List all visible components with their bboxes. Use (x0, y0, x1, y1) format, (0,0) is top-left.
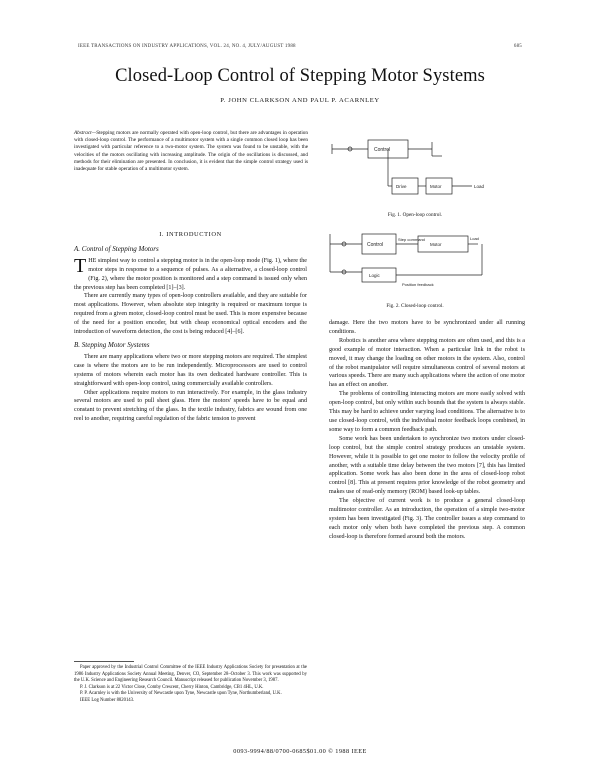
footnote-rule (74, 661, 134, 662)
right-column (329, 319, 525, 542)
footnote-approval: Paper approved by the Industrial Control Committee of the IEEE Industry Applications Society for presentation at the 1986 Industry Applications Society Annual Meeting, Denver, CO, September 28–October 3. This work was supported by the U.K. Science and Engineering Research Council. Manuscript released for publication November 3, 1987. (74, 665, 307, 684)
fig1-motor-label: Motor (430, 184, 442, 189)
fig2-load-label: Load (470, 236, 479, 241)
section-heading-introduction: I. INTRODUCTION (159, 231, 222, 238)
intro-paragraph-2: There are currently many types of open-loop controllers available, and they are suitable for most applications. However, when absolute step integrity is required or maximum torque is required from a given motor, closed-loop control must be used. This is more expensive because of the need for a position encoder, but with cheap economical optical encoders and the introduction of waveform detection, the cost is being reduced [4]–[6]. (74, 293, 307, 336)
running-header (78, 44, 522, 49)
fig2-control-label: Control (367, 242, 384, 248)
fig2-motor-label: Motor (430, 242, 442, 247)
footnote-author-2: P. P. Acarnley is with the University of Newcastle upon Tyne, Newcastle upon Tyne, Northumberland, U.K. (80, 691, 282, 697)
abstract-label: Abstract— (74, 130, 97, 136)
fig1-drive-label: Drive (396, 184, 407, 189)
footnote-log-number: IEEE Log Number 8820143. (80, 697, 135, 703)
right-paragraph-2: Robotics is another area where stepping motors are often used, and this is a good example of motor interaction. When a particular link in the robot is moved, it may change the loading on other motors in the system. Also, control of the robot manipulator will require simultaneous control of several motors at various speeds. There are many such applications where the action of one motor has an effect on another. (329, 337, 525, 389)
intro-paragraph-4: Other applications require motors to run interactively. For example, in the glass industry several motors are used to pull sheet glass. Here the motors' speeds have to be equal and constant to prevent stretching of the glass. In the textile industry, fabrics are wound from one reel to another, requiring careful regulation of the fabric tension to prevent (74, 389, 307, 423)
figure-1-caption: Fig. 1. Open-loop control. (387, 212, 443, 218)
paper-title: Closed-Loop Control of Stepping Motor Systems (115, 66, 485, 86)
subsection-heading-b: B. Stepping Motor Systems (74, 340, 150, 349)
fig2-motor-block (418, 236, 468, 252)
abstract (74, 130, 308, 173)
copyright-footer: 0093-9994/88/0700-0685$01.00 © 1988 IEEE (233, 748, 367, 755)
right-paragraph-1: damage. Here the two motors have to be synchronized under all running conditions. (329, 320, 525, 335)
page-number: 685 (513, 44, 522, 49)
subsection-heading-a: A. Control of Stepping Motors (74, 244, 159, 253)
right-paragraph-3: The problems of controlling interacting motors are more easily solved with open-loop control, but only within such bounds that the system is always stable. This may be hard to achieve under varying load conditions. The alternative is to use closed-loop control, with the individual motor feedback loops combined, in some way to form a common feedback path. (329, 391, 525, 433)
figure-1-diagram (322, 136, 512, 206)
abstract-text: Stepping motors are normally operated with open-loop control, but there are advantages in operation with closed-loop control. The performance of a multimotor system with a single common closed loop has been investigated with particular reference to a two-motor system. The system was found to be unstable, with the velocities of the motors oscillating with increasing amplitude. The origin of the oscillations is discussed, and methods for their elimination are presented. In conclusion, it is evident that the simple control strategy used is inadequate for stable operation of a multimotor system. (74, 130, 308, 173)
fig2-position-label: Position feedback (402, 282, 434, 287)
fig1-control-label: Control (374, 147, 391, 153)
fig2-step-label: Step command (398, 237, 425, 242)
footnote (74, 661, 307, 705)
footnote-author-1: P. J. Clarkson is at 22 Victor Close, Comby Crescent, Cherry Hinton, Cambridge, CB1 4HL, U.K. (80, 684, 264, 690)
fig2-logic-label: Logic (369, 273, 380, 278)
paper-authors: P. JOHN CLARKSON AND PAUL P. ACARNLEY (220, 97, 380, 104)
fig1-load-label: Load (474, 184, 485, 189)
intro-paragraph-1: THE simplest way to control a stepping motor is in the open-loop mode (Fig. 1), where the motor steps in response to a sequence of pulses. As a alternative, a closed-loop control (Fig. 2), where the motor position is monitored and a step command is issued only when the previous step has been completed [1]–[3]. (74, 254, 307, 291)
intro-paragraph-3: There are many applications where two or more stepping motors are required. The simplest case is where the motors are to be run independently. Microprocessors are used to control systems of motors wherein each motor has its own dedicated hardware controller. This is straightforward with open-loop control, using commercially available controllers. (74, 353, 307, 387)
drop-cap: T (74, 254, 87, 277)
figure-2-diagram (322, 228, 512, 304)
right-paragraph-5: The objective of current work is to produce a general closed-loop multimotor controller. As an introduction, the operation of a simple two-motor system has been investigated (Fig. 3). The controller issues a step command to each motor only when both have completed the previous step. A common closed-loop is therefore formed around both the motors. (329, 498, 525, 540)
right-paragraph-4: Some work has been undertaken to synchronize two motors under closed-loop control, but the simple control strategy produces an unstable system. However, while it is possible to get one motor to follow the velocity profile of another, with a suitable time delay between the two motors [7], this has limited application. Some work has also been done in the area of closed-loop robot control [8]. This at present requires prior knowledge of the robot geometry and makes use of read-only memory (ROM) based look-up tables. (329, 435, 525, 496)
left-column (74, 231, 307, 424)
figure-2-caption: Fig. 2. Closed-loop control. (386, 303, 444, 309)
running-title: IEEE TRANSACTIONS ON INDUSTRY APPLICATIONS, VOL. 24, NO. 4, JULY/AUGUST 1988 (78, 44, 296, 49)
